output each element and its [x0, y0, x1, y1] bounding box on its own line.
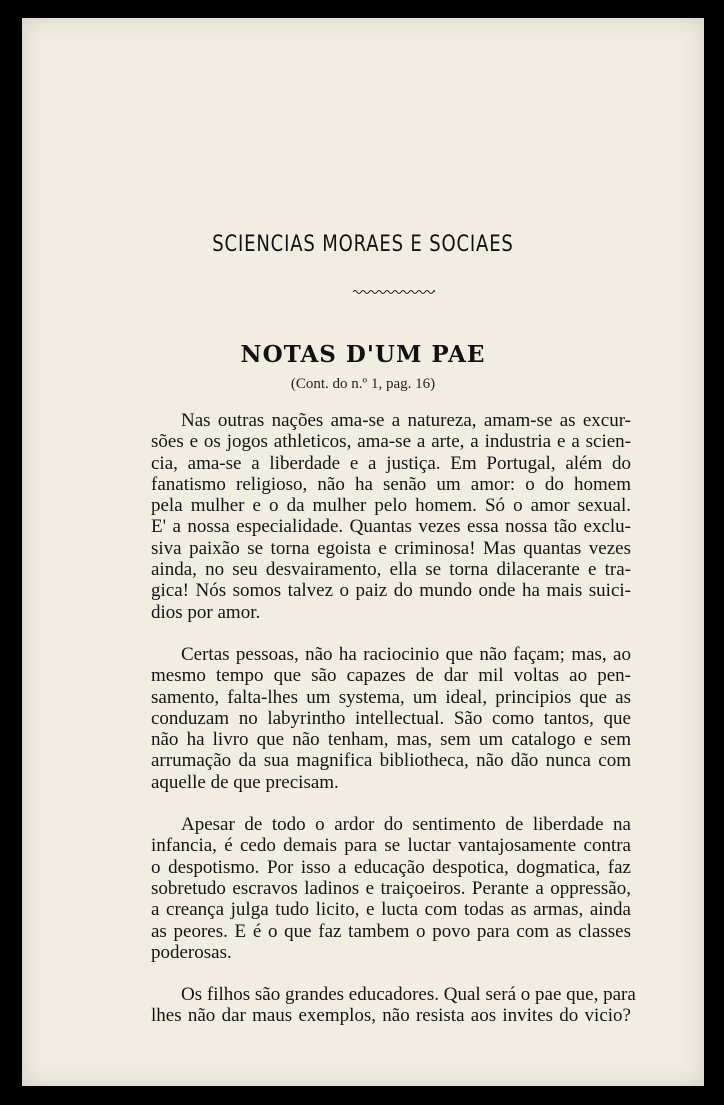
- text-line: infancia, é cedo demais para se luctar vantajosamente contra: [151, 835, 631, 857]
- paragraph-1: [151, 410, 631, 623]
- text-line: samento, falta-lhes um systema, um ideal, principios que as: [151, 686, 631, 708]
- text-line: cia, ama-se a liberdade e a justiça. Em Portugal, além do: [151, 452, 631, 474]
- text-line: fanatismo religioso, não ha senão um amor: o do homem: [151, 473, 631, 495]
- text-line: E' a nossa especialidade. Quantas vezes essa nossa tão exclu-: [151, 516, 631, 538]
- text-line: arrumação da sua magnifica bibliotheca, não dão nunca com: [151, 750, 631, 772]
- text-line: mesmo tempo que são capazes de dar mil voltas ao pen-: [151, 665, 631, 687]
- text-line: Nas outras nações ama-se a natureza, amam-se as excur-: [181, 410, 631, 431]
- text-line: as peores. E é o que faz tambem o povo para com as classes: [151, 920, 631, 942]
- section-heading: SCIENCIAS MORAES E SOCIAES: [212, 232, 514, 257]
- text-line: gica! Nós somos talvez o paiz do mundo onde ha mais suici-: [151, 580, 631, 602]
- text-line: siva paixão se torna egoista e criminosa! Mas quantas vezes: [151, 537, 631, 559]
- article-title: NOTAS D'UM PAE: [240, 341, 486, 368]
- text-line: Os filhos são grandes educadores. Qual será o pae que, para: [181, 984, 636, 1006]
- text-line: ainda, no seu desvairamento, ella se torna dilacerante e tra-: [151, 559, 631, 581]
- continuation-note: (Cont. do n.º 1, pag. 16): [290, 376, 436, 392]
- article-body: [151, 410, 636, 1027]
- text-line: conduzam no labyrintho intellectual. São como tantos, que: [151, 707, 631, 729]
- text-line: Certas pessoas, não ha raciocinio que não façam; mas, ao: [181, 643, 631, 665]
- text-line: o despotismo. Por isso a educação despotica, dogmatica, faz: [151, 856, 631, 878]
- document-page: [22, 18, 704, 1086]
- text-line: dios por amor.: [151, 601, 261, 623]
- ornamental-wave-divider: [353, 288, 435, 296]
- text-line: sobretudo escravos ladinos e traiçoeiros. Perante a oppressão,: [151, 877, 631, 899]
- text-line: Apesar de todo o ardor do sentimento de liberdade na: [181, 814, 631, 836]
- paragraph-2: [151, 644, 631, 793]
- text-line: poderosas.: [151, 941, 232, 963]
- text-line: a creança julga tudo licito, e lucta com todas as armas, ainda: [151, 899, 631, 921]
- text-line: aquelle de que precisam.: [151, 771, 339, 793]
- text-line: lhes não dar maus exemplos, não resista aos invites do vicio?: [151, 1005, 631, 1027]
- paragraph-3: [151, 814, 631, 963]
- paragraph-4: [151, 984, 636, 1027]
- text-line: sões e os jogos athleticos, ama-se a arte, a industria e a scien-: [151, 431, 631, 453]
- text-line: não ha livro que não tenham, mas, sem um catalogo e sem: [151, 729, 631, 751]
- text-line: pela mulher e o da mulher pelo homem. Só o amor sexual.: [151, 495, 631, 517]
